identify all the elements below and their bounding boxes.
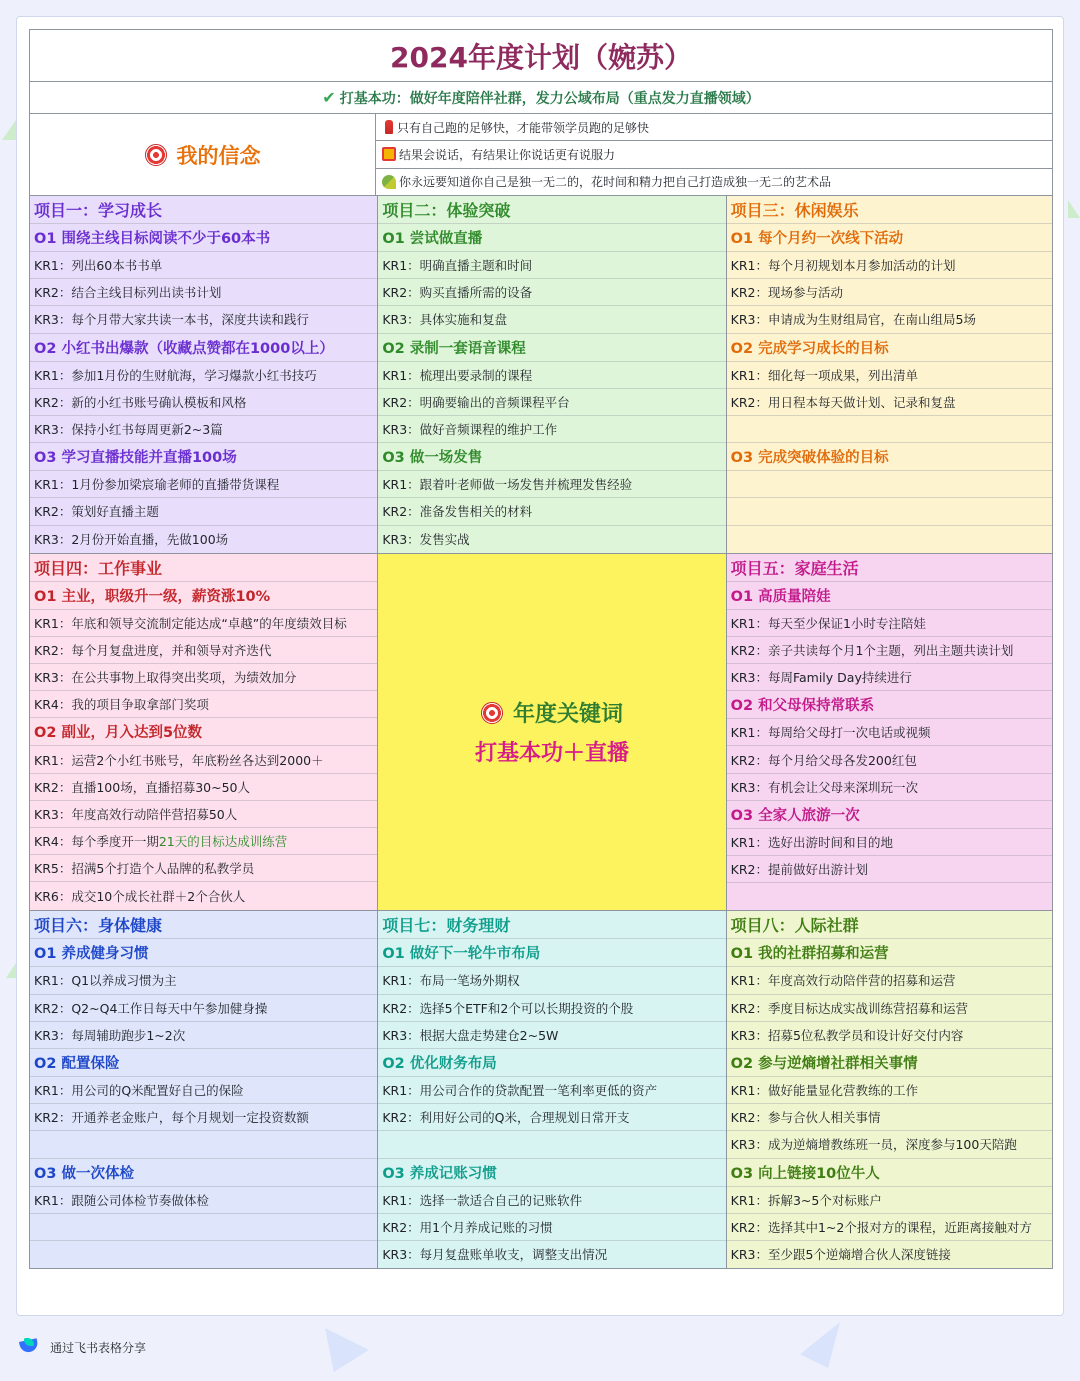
key-result: KR1：参加1月份的生财航海，学习爆款小红书技巧 xyxy=(30,362,377,389)
sheet-card xyxy=(16,16,1064,1316)
key-result: KR3：做好音频课程的维护工作 xyxy=(378,416,725,443)
belief-lines xyxy=(376,114,1052,195)
key-result: KR3：每周辅助跑步1~2次 xyxy=(30,1022,377,1049)
project-5 xyxy=(727,554,1052,911)
keyword-value: 打基本功＋直播 xyxy=(474,741,629,767)
empty-cell xyxy=(727,883,1052,910)
key-result: KR2：亲子共读每个月1个主题，列出主题共读计划 xyxy=(727,637,1052,664)
key-result: KR3：具体实施和复盘 xyxy=(378,306,725,333)
project-3 xyxy=(727,196,1052,553)
share-footer[interactable] xyxy=(18,1336,146,1358)
subtitle-row xyxy=(30,82,1052,114)
project-title: 项目四：工作事业 xyxy=(30,554,377,582)
key-result: KR2：用1个月养成记账的习惯 xyxy=(378,1214,725,1241)
key-result: KR3：每周Family Day持续进行 xyxy=(727,664,1052,691)
key-result: KR2：选择5个ETF和2个可以长期投资的个股 xyxy=(378,995,725,1022)
annual-keyword xyxy=(378,554,726,911)
key-result: KR5：招满5个打造个人品牌的私教学员 xyxy=(30,855,377,882)
grid-row-3 xyxy=(30,911,1052,1268)
key-result: KR3：每月复盘账单收支，调整支出情况 xyxy=(382,1247,608,1263)
key-result: KR3：在公共事物上取得突出奖项，为绩效加分 xyxy=(30,664,377,691)
project-6 xyxy=(30,911,378,1268)
empty-cell xyxy=(727,498,1052,525)
belief-label-cell xyxy=(30,114,376,195)
key-result: KR2：选择其中1~2个报对方的课程，近距离接触对方 xyxy=(727,1214,1052,1241)
objective: O2 完成学习成长的目标 xyxy=(727,334,1052,362)
key-result: KR1：Q1以养成习惯为主 xyxy=(30,967,377,994)
project-title: 项目一：学习成长 xyxy=(30,196,377,224)
objective: O3 做一场发售 xyxy=(378,443,725,471)
key-result: KR2：季度目标达成实战训练营招募和运营 xyxy=(727,995,1052,1022)
grid-row-1 xyxy=(30,196,1052,554)
belief-section xyxy=(30,114,1052,196)
objective: O2 录制一套语音课程 xyxy=(378,334,725,362)
key-result: KR3：申请成为生财组局官，在南山组局5场 xyxy=(727,306,1052,333)
objective: O1 主业，职级升一级，薪资涨10% xyxy=(30,582,377,610)
key-result: KR2：现场参与活动 xyxy=(727,279,1052,306)
key-result: KR1：列出60本书书单 xyxy=(30,252,377,279)
project-title: 项目三：休闲娱乐 xyxy=(727,196,1052,224)
project-title: 项目二：体验突破 xyxy=(378,196,725,224)
objective: O3 养成记账习惯 xyxy=(378,1159,725,1187)
target-icon xyxy=(145,144,167,166)
key-result: KR2：每个月给父母各发200红包 xyxy=(727,746,1052,773)
share-text: 通过飞书表格分享 xyxy=(50,1340,147,1355)
key-result: KR3：至少跟5个逆熵增合伙人深度链接 xyxy=(730,1247,951,1263)
empty-cell xyxy=(727,526,1052,553)
key-result: KR2：购买直播所需的设备 xyxy=(378,279,725,306)
objective: O3 完成突破体验的目标 xyxy=(727,443,1052,471)
key-result: KR1：选好出游时间和目的地 xyxy=(727,829,1052,856)
key-result: KR2：新的小红书账号确认模板和风格 xyxy=(30,389,377,416)
key-result: KR1：每天至少保证1小时专注陪娃 xyxy=(727,610,1052,637)
objective: O2 副业，月入达到5位数 xyxy=(30,718,377,746)
key-result: KR6：成交10个成长社群＋2个合伙人 xyxy=(34,888,246,904)
empty-cell xyxy=(30,1241,377,1268)
key-result: KR2：提前做好出游计划 xyxy=(727,856,1052,883)
project-7 xyxy=(378,911,726,1268)
key-result: KR2：准备发售相关的材料 xyxy=(378,498,725,525)
key-result: KR4：我的项目争取拿部门奖项 xyxy=(30,691,377,718)
objective: O2 和父母保持常联系 xyxy=(727,691,1052,719)
page-title: 2024年度计划（婉苏） xyxy=(30,30,1052,82)
empty-cell xyxy=(727,471,1052,498)
objective: O1 尝试做直播 xyxy=(378,224,725,252)
key-result: KR1：年度高效行动陪伴营的招募和运营 xyxy=(727,967,1052,994)
key-result: KR1：布局一笔场外期权 xyxy=(378,967,725,994)
target-icon xyxy=(481,702,503,724)
key-result: KR1：用公司的Q米配置好自己的保险 xyxy=(30,1077,377,1104)
key-result: KR4：每个季度开一期 21天的目标达成训练营 xyxy=(30,828,377,855)
key-result: KR1：用公司合作的贷款配置一笔利率更低的资产 xyxy=(378,1077,725,1104)
objective: O1 围绕主线目标阅读不少于60本书 xyxy=(30,224,377,252)
key-result: KR3：每个月带大家共读一本书，深度共读和践行 xyxy=(30,306,377,333)
subtitle: 打基本功：做好年度陪伴社群，发力公域布局（重点发力直播领域） xyxy=(339,90,760,107)
plan-table xyxy=(29,29,1053,1269)
project-2 xyxy=(378,196,726,553)
key-result: KR3：有机会让父母来深圳玩一次 xyxy=(727,774,1052,801)
key-result: KR3：根据大盘走势建仓2~5W xyxy=(378,1022,725,1049)
project-4 xyxy=(30,554,378,911)
project-title: 项目七：财务理财 xyxy=(378,911,725,939)
feishu-logo-icon xyxy=(18,1336,40,1358)
key-result: KR2：开通养老金账户，每个月规划一定投资数额 xyxy=(30,1104,377,1131)
objective: O1 做好下一轮牛市布局 xyxy=(378,939,725,967)
leaf-icon xyxy=(382,175,396,189)
key-result: KR2：Q2~Q4工作日每天中午参加健身操 xyxy=(30,995,377,1022)
objective: O1 我的社群招募和运营 xyxy=(727,939,1052,967)
key-result: KR3：发售实战 xyxy=(382,532,470,548)
key-result: KR2：明确要输出的音频课程平台 xyxy=(378,389,725,416)
key-result: KR2：每个月复盘进度，并和领导对齐迭代 xyxy=(30,637,377,664)
empty-cell xyxy=(727,416,1052,443)
objective: O1 每个月约一次线下活动 xyxy=(727,224,1052,252)
key-result: KR1：跟随公司体检节奏做体检 xyxy=(30,1187,377,1214)
key-result: KR1：选择一款适合自己的记账软件 xyxy=(378,1187,725,1214)
key-result: KR2：结合主线目标列出读书计划 xyxy=(30,279,377,306)
key-result: KR1：细化每一项成果，列出清单 xyxy=(727,362,1052,389)
highlight-text: 21天的目标达成训练营 xyxy=(158,834,288,850)
belief-line: 你永远要知道你自己是独一无二的，花时间和精力把自己打造成独一无二的艺术品 xyxy=(376,169,1052,195)
objective: O2 配置保险 xyxy=(30,1049,377,1077)
key-result: KR1：跟着叶老师做一场发售并梳理发售经验 xyxy=(378,471,725,498)
key-result: KR1：明确直播主题和时间 xyxy=(378,252,725,279)
key-result: KR3：2月份开始直播，先做100场 xyxy=(34,532,229,548)
key-result: KR1：每个月初规划本月参加活动的计划 xyxy=(727,252,1052,279)
check-icon: ✔ xyxy=(322,88,336,107)
key-result: KR2：直播100场，直播招募30~50人 xyxy=(30,774,377,801)
objective: O2 小红书出爆款（收藏点赞都在1000以上） xyxy=(30,334,377,362)
key-result: KR3：保持小红书每周更新2~3篇 xyxy=(30,416,377,443)
key-result: KR1：梳理出要录制的课程 xyxy=(378,362,725,389)
key-result: KR2：用日程本每天做计划、记录和复盘 xyxy=(727,389,1052,416)
objective: O3 做一次体检 xyxy=(30,1159,377,1187)
keyword-title: 年度关键词 xyxy=(481,697,623,728)
key-result: KR1：1月份参加梁宸瑜老师的直播带货课程 xyxy=(30,471,377,498)
key-result: KR3：成为逆熵增教练班一员，深度参与100天陪跑 xyxy=(727,1131,1052,1158)
key-result: KR3：年度高效行动陪伴营招募50人 xyxy=(30,801,377,828)
project-title: 项目六：身体健康 xyxy=(30,911,377,939)
key-result: KR1：运营2个小红书账号，年底粉丝各达到2000＋ xyxy=(30,746,377,773)
project-8 xyxy=(727,911,1052,1268)
key-result: KR1：每周给父母打一次电话或视频 xyxy=(727,719,1052,746)
objective: O3 向上链接10位牛人 xyxy=(727,1159,1052,1187)
grid-row-2 xyxy=(30,554,1052,912)
empty-cell xyxy=(378,1131,725,1158)
objective: O3 学习直播技能并直播100场 xyxy=(30,443,377,471)
key-result: KR3：招募5位私教学员和设计好交付内容 xyxy=(727,1022,1052,1049)
key-result: KR2：参与合伙人相关事情 xyxy=(727,1104,1052,1131)
key-result: KR2：策划好直播主题 xyxy=(30,498,377,525)
objective: O1 高质量陪娃 xyxy=(727,582,1052,610)
belief-line: 结果会说话，有结果让你说话更有说服力 xyxy=(376,141,1052,168)
empty-cell xyxy=(30,1131,377,1158)
gift-icon xyxy=(382,147,396,161)
key-result: KR1：年底和领导交流制定能达成“卓越”的年度绩效目标 xyxy=(30,610,377,637)
belief-line: 只有自己跑的足够快，才能带领学员跑的足够快 xyxy=(376,114,1052,141)
empty-cell xyxy=(30,1214,377,1241)
project-1 xyxy=(30,196,378,553)
belief-label: 我的信念 xyxy=(176,143,261,168)
project-title: 项目五：家庭生活 xyxy=(727,554,1052,582)
key-result: KR2：利用好公司的Q米，合理规划日常开支 xyxy=(378,1104,725,1131)
objective: O2 参与逆熵增社群相关事情 xyxy=(727,1049,1052,1077)
key-result: KR1：拆解3~5个对标账户 xyxy=(727,1187,1052,1214)
project-title: 项目八：人际社群 xyxy=(727,911,1052,939)
objective: O2 优化财务布局 xyxy=(378,1049,725,1077)
bottle-icon xyxy=(385,120,393,134)
key-result: KR1：做好能量显化营教练的工作 xyxy=(727,1077,1052,1104)
objective: O3 全家人旅游一次 xyxy=(727,801,1052,829)
objective: O1 养成健身习惯 xyxy=(30,939,377,967)
